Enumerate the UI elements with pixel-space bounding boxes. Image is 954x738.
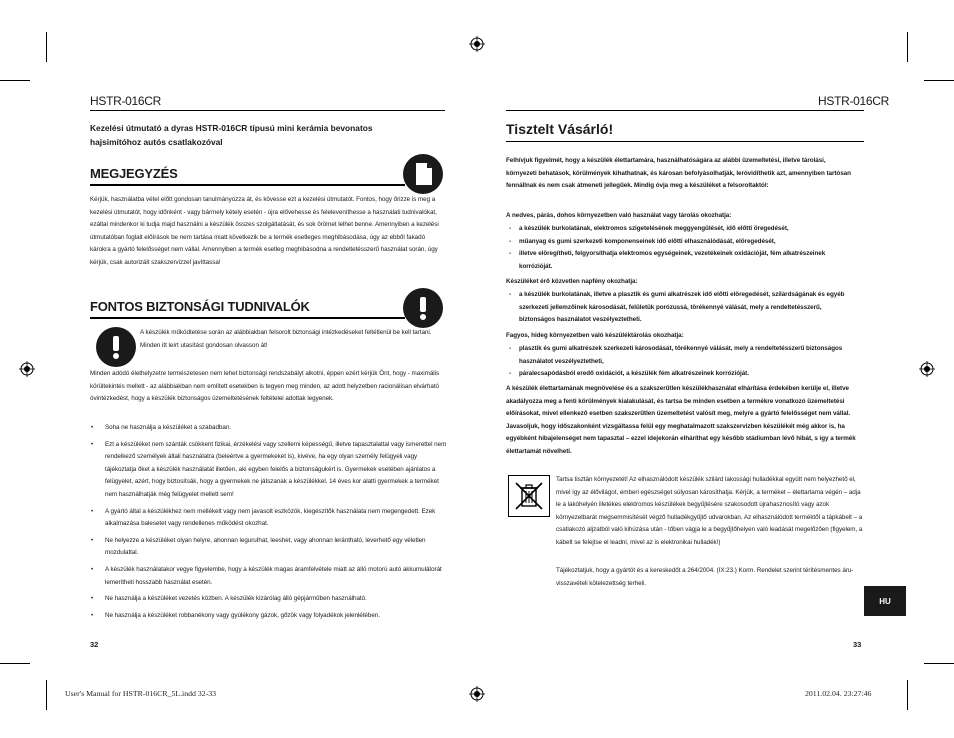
recycle-text: Tartsa tisztán környezetét! Az elhasználódott készülék szilárd lakossági hulladékkal együtt nem helyezhető el, mivel így az élővilágot, emberi egészséget súlyosan károsíthatja. Kérjük, a terméket – élettartama végén – adja le a lakóhelyén illetékes elektromos készülékek begyűjtésére szakosodott újrahasznosító vagy azok környezetbarát megsemmisítését végző hulladékgyűjtő udvarokban. Az elhasználódott terméktől a tápkábelt – a csatlakozó aljzatból való kihúzása után - tőben vágja le a begyűjtőhelyen való leadását megelőzően (figyelem, a kábelt se felejtse el leadni, mivel az is elektronikai hulladék!) bbox=[556, 476, 863, 546]
note-rule bbox=[90, 184, 405, 186]
sun-list bbox=[506, 289, 851, 327]
crop-mark bbox=[0, 663, 30, 664]
list-item: • A gyártó által a készülékhez nem mellékelt vagy nem javasolt eszközök, kiegészítők használata nem megengedett. Ezek alkalmazása balesetet vagy rendellenes működést okozhat. bbox=[90, 506, 450, 531]
footer-file-name: User's Manual for HSTR-016CR_5L.indd 32-33 bbox=[65, 689, 217, 698]
humid-list bbox=[506, 223, 851, 273]
registration-mark-icon bbox=[469, 686, 485, 702]
note-text: Kérjük, használatba vétel előtt gondosan tanulmányozza át, és kövesse ezt a kezelési útmutatót. Fontos, hogy őrizze is meg a kezelési útmutatót, hogy időnként - vagy bármely kétely esetén - újra elővehesse és feleleveníthesse a használati tudnivalókat, ezáltal mindenkor ki tudja majd használni a készülék összes szolgáltatását, és sok örömet lelhet benne. Amennyiben a kezelési útmutatóban foglalt előírások be nem tartása miatt következik be a termék esetleges meghibásodása, úgy az ebből fakadó károkra a gyártó felelősséget nem vállal. Amennyiben a termék esetleg meghibásodna a rendeltetésszerű használat során, úgy kérjük, csak autorizált szakszervizzel javíttassa! bbox=[90, 196, 439, 266]
safety-intro: A készülék működtetése során az alábbiakban felsorolt biztonsági intézkedéseket feltétlenül be kell tartani. Minden itt leírt utasítást gondosan olvasson át! bbox=[140, 329, 432, 349]
greeting-title: Tisztelt Vásárló! bbox=[506, 121, 614, 137]
registration-mark-icon bbox=[19, 361, 35, 377]
model-label-right: HSTR-016CR bbox=[818, 94, 890, 108]
safety-rule bbox=[90, 317, 405, 319]
crop-mark bbox=[924, 80, 954, 81]
header-rule-left bbox=[90, 110, 445, 111]
header-rule-right bbox=[506, 110, 864, 111]
crop-mark bbox=[46, 680, 47, 710]
document-icon bbox=[403, 154, 443, 194]
note-title: MEGJEGYZÉS bbox=[90, 166, 178, 181]
safety-bullet-list bbox=[90, 422, 450, 626]
intro-title: Kezelési útmutató a dyras HSTR-016CR típusú mini kerámia bevonatos hajsimítóhoz autós csatlakozóval bbox=[90, 123, 373, 147]
humid-title: A nedves, párás, dohos környezetben való használat vagy tárolás okozhatja: bbox=[506, 212, 732, 219]
cold-list bbox=[506, 343, 851, 381]
crop-mark bbox=[907, 32, 908, 62]
registration-mark-icon bbox=[919, 361, 935, 377]
safety-title: FONTOS BIZTONSÁGI TUDNIVALÓK bbox=[90, 299, 310, 314]
cold-title: Fagyos, hideg környezetben való készüléktárolás okozhatja: bbox=[506, 332, 684, 339]
crop-mark bbox=[46, 32, 47, 62]
list-item: • Ezt a készüléket nem szánták csökkent fizikai, érzékelési vagy szellemi képességű, illetve tapasztalattal vagy ismerettel nem rendelkező személyek általi használatra (beleértve a gyermekeket is), kivéve, ha egy olyan személy felügyeli vagy tájékoztatja őket a készülék használatát illetően, aki egyben felelős a biztonságukért is. Gyermekek esetében ajánlatos a felügyelet, azért, hogy biztosítsák, hogy a gyermekek ne játszanak a készülékkel. 14 éves kor alatti gyermekek a terméket nem használhatják még felügyelet mellett sem! bbox=[90, 439, 450, 502]
intro-text: Felhívjuk figyelmét, hogy a készülék élettartamára, használhatóságára az alábbi üzemeltetési, illetve tárolási, környezeti behatások, körülmények kihathatnak, és károsan befolyásolhatják, leróvidíthetik azt, amennyiben tartósan fennállnak és nem csak átmeneti jellegűek. Mindig óvja meg a készüléket a felsoroltaktól: bbox=[506, 157, 851, 190]
list-item: - műanyag és gumi szerkezeti komponenseinek idő előtti elhasználódását, elöregedését, bbox=[506, 236, 851, 249]
list-item: • A készülék használatakor vegye figyelembe, hogy a készülék magas áramfelvétele miatt az álló motorú autó akkumulátorát lemerítheti hosszabb használat esetén. bbox=[90, 564, 450, 589]
page-number-left: 32 bbox=[90, 640, 99, 649]
list-item: - páralecsapódásból eredő oxidációt, a készülék fém alkatrészeinek korrózióját. bbox=[506, 368, 851, 381]
model-label-left: HSTR-016CR bbox=[90, 94, 162, 108]
sun-title: Készüléket érő közvetlen napfény okozhatja: bbox=[506, 278, 638, 285]
crop-mark bbox=[924, 663, 954, 664]
language-tab: HU bbox=[864, 586, 906, 616]
lifetime-text: A készülék élettartamának megnövelése és a szakszerűtlen készülékhasználat elhárítása érdekében kerülje el, illetve akadályozza meg a fenti körülmények kialakulását, és tartsa be minden esetben a termékre vonatkozó üzemeltetési előírásokat, mivel ellenkező esetben szakszerűtlen üzemeltetést valósít meg, melyre a gyártó felelősséget nem vállal. Javasoljuk, hogy időszakonként vizsgáltassa felül egy meghatalmazott szakszervizben készülékét még akkor is, ha egyébként hibajelenséget nem tapasztal – ezzel idejekorán elháríthat egy később stádiumban lévő hibát, s így a termék élettartamát növelheti. bbox=[506, 385, 856, 455]
page-number-right: 33 bbox=[853, 640, 862, 649]
list-item: - a készülék burkolatának, illetve a plasztik és gumi alkatrészek idő előtti elöregedését, szilárdságának és egyéb szerkezeti jellemzőinek károsodását, felületük porózussá, törékennyé válását, mely a rendeltetésszerű, biztonságos használatot veszélyeztetheti. bbox=[506, 289, 851, 327]
list-item: - plasztik és gumi alkatrészek szerkezeti károsodását, törékennyé válását, mely a rendeltetésszerű biztonságos használatot veszélyeztetheti, bbox=[506, 343, 851, 368]
greeting-rule bbox=[506, 141, 864, 142]
crop-mark bbox=[907, 680, 908, 710]
list-item: • Ne használja a készüléket vezetés közben. A készülék kizárólag álló gépjárműben használható. bbox=[90, 593, 450, 606]
list-item: • Ne helyezze a készüléket olyan helyre, ahonnan leguruIhat, leeshet, vagy ahonnan lerántható, leverhető egy véletlen mozdulattal. bbox=[90, 535, 450, 560]
list-item: - a készülék burkolatának, elektromos szigetelésének meggyengülését, idő előtti öregedését, bbox=[506, 223, 851, 236]
exclamation-icon bbox=[96, 327, 136, 367]
registration-mark-icon bbox=[469, 36, 485, 52]
list-item: • Ne használja a készüléket robbanékony vagy gyúlékony gázok, gőzök vagy folyadékok jelenlétében. bbox=[90, 610, 450, 623]
crossed-bin-icon bbox=[508, 475, 550, 517]
crop-mark bbox=[0, 80, 30, 81]
list-item: - illetve elöregítheti, felgyorsíthatja elektromos egységeinek, vezetékeinek oxidációját, fém alkatrészeinek korrózióját. bbox=[506, 248, 851, 273]
list-item: • Soha ne használja a készüléket a szabadban. bbox=[90, 422, 450, 435]
footer-timestamp: 2011.02.04. 23:27:46 bbox=[805, 689, 872, 698]
safety-paragraph: Minden adódó élethelyzetre természetesen nem lehet biztonsági rendszabályt alkotni, éppen ezért kérjük Önt, hogy - maximális körültekintés mellett - az alábbiakban nem említett esetekben is tegyen meg minden, az adott helyzetben racionálisan elvárható óvintézkedést, hogy a készülék biztonságos üzemeltetésének feltételei adottak legyenek. bbox=[90, 370, 440, 403]
inform-text: Tájékoztatjuk, hogy a gyártót és a kereskedőt a 264/2004. (IX:23.) Korm. Rendelet szerint térítésmentes áru-visszavételi kötelezettség terheli. bbox=[556, 567, 854, 587]
exclamation-icon bbox=[403, 288, 443, 328]
